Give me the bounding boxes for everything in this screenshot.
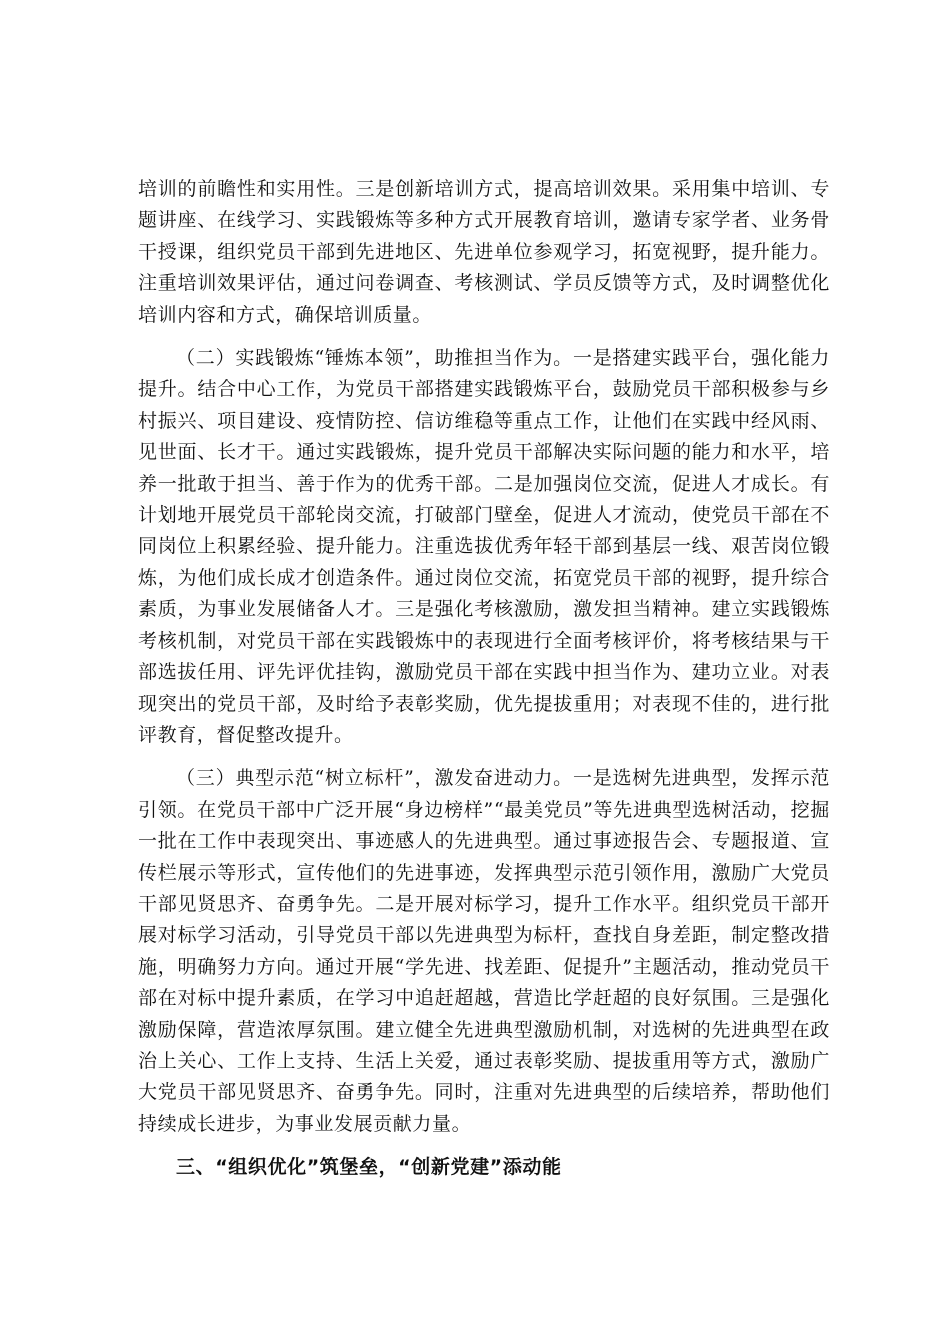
paragraph-training-continued: 培训的前瞻性和实用性。三是创新培训方式，提高培训效果。采用集中培训、专题讲座、在线学习、实践锻炼等多种方式开展教育培训，邀请专家学者、业务骨干授课，组织党员干部到先进地区、先进单位参观学习，拓宽视野，提升能力。注重培训效果评估，通过问卷调查、考核测试、学员反馈等方式，及时调整优化培训内容和方式，确保培训质量。	[138, 178, 830, 326]
paragraph-practice-training: （二）实践锻炼“锤炼本领”，助推担当作为。一是搭建实践平台，强化能力提升。结合中心工作，为党员干部搭建实践锻炼平台，鼓励党员干部积极参与乡村振兴、项目建设、疫情防控、信访维稳等重点工作，让他们在实践中经风雨、见世面、长才干。通过实践锻炼，提升党员干部解决实际问题的能力和水平，培养一批敢于担当、善于作为的优秀干部。二是加强岗位交流，促进人才成长。有计划地开展党员干部轮岗交流，打破部门壁垒，促进人才流动，使党员干部在不同岗位上积累经验、提升能力。注重选拔优秀年轻干部到基层一线、艰苦岗位锻炼，为他们成长成才创造条件。通过岗位交流，拓宽党员干部的视野，提升综合素质，为事业发展储备人才。三是强化考核激励，激发担当精神。建立实践锻炼考核机制，对党员干部在实践锻炼中的表现进行全面考核评价，将考核结果与干部选拔任用、评先评优挂钩，激励党员干部在实践中担当作为、建功立业。对表现突出的党员干部，及时给予表彰奖励，优先提拔重用；对表现不佳的，进行批评教育，督促整改提升。	[138, 347, 830, 746]
document-body	[138, 174, 830, 1184]
paragraph-model-demonstration: （三）典型示范“树立标杆”，激发奋进动力。一是选树先进典型，发挥示范引领。在党员干部中广泛开展“身边榜样”“最美党员”等先进典型选树活动，挖掘一批在工作中表现突出、事迹感人的先进典型。通过事迹报告会、专题报道、宣传栏展示等形式，宣传他们的先进事迹，发挥典型示范引领作用，激励广大党员干部见贤思齐、奋勇争先。二是开展对标学习，提升工作水平。组织党员干部开展对标学习活动，引导党员干部以先进典型为标杆，查找自身差距，制定整改措施，明确努力方向。通过开展“学先进、找差距、促提升”主题活动，推动党员干部在对标中提升素质，在学习中追赶超越，营造比学赶超的良好氛围。三是强化激励保障，营造浓厚氛围。建立健全先进典型激励机制，对选树的先进典型在政治上关心、工作上支持、生活上关爱，通过表彰奖励、提拔重用等方式，激励广大党员干部见贤思齐、奋勇争先。同时，注重对先进典型的后续培养，帮助他们持续成长进步，为事业发展贡献力量。	[138, 767, 830, 1135]
section-heading-three: 三、“组织优化”筑堡垒，“创新党建”添动能	[176, 1156, 562, 1179]
